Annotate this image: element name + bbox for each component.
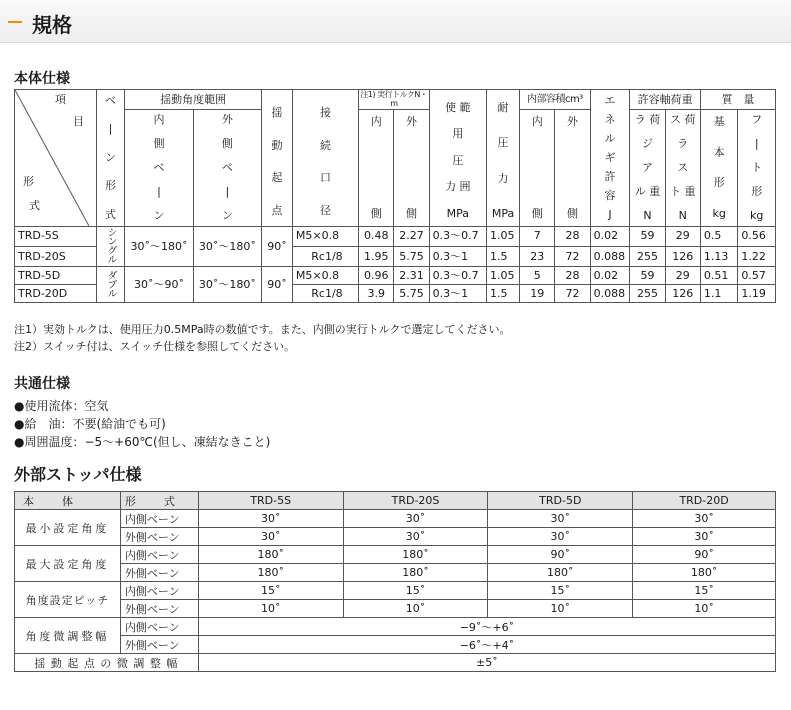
col-start-c0: 揺 [271, 106, 283, 119]
stopper-model-trd-20s: TRD-20S [343, 492, 488, 510]
angle-out-c2: ベ [221, 161, 233, 174]
pitch-out-val: 10˚ [343, 600, 488, 618]
col-vol-inner [520, 110, 555, 227]
col-angle-inner [125, 110, 193, 227]
torque-out-cell: 2.27 [394, 227, 429, 247]
torque-out-cell: 2.31 [394, 267, 429, 285]
radial-cell: 59 [630, 267, 665, 285]
min-in-val: 30˚ [633, 510, 776, 528]
start-point-double: 90˚ [262, 267, 293, 303]
section-header [0, 0, 791, 43]
col-vol-outer [555, 110, 590, 227]
radial-cell: 255 [630, 247, 665, 267]
pitch-label: 角度設定ピッチ [15, 582, 121, 618]
common-spec-fluid: ●使用流体：空気 [14, 399, 109, 413]
angle-out-double: 30˚〜180˚ [193, 267, 261, 303]
mass-foot-cell: 1.19 [738, 285, 776, 303]
col-angle-outer [193, 110, 261, 227]
sub-inner-vane: 内側ベーン [120, 618, 198, 636]
col-port-size [292, 90, 358, 227]
port-cell: Rc1/8 [292, 285, 358, 303]
mass-foot-c1: | [754, 137, 759, 151]
col-proof-c3: MPa [491, 206, 515, 220]
angle-in-double: 30˚〜90˚ [125, 267, 193, 303]
col-torque-inner [359, 110, 394, 227]
note-1: 注1）実効トルクは、使用圧力0.5MPa時の数値です。また、内側の実行トルクで選定してください。 [14, 323, 511, 336]
corner-label-shiki: 式 [29, 199, 40, 212]
proof-pressure-cell: 1.5 [486, 285, 519, 303]
body-spec-heading: 本体仕様 [14, 71, 70, 87]
torque-out-c0: 外 [406, 115, 417, 129]
mass-basic-c1: 本 [713, 145, 725, 159]
table-row [15, 267, 776, 285]
mass-basic-c0: 基 [713, 115, 725, 129]
col-angle-range: 揺動角度範囲 [125, 90, 262, 110]
torque-out-c1: 側 [406, 206, 417, 220]
sub-inner-vane: 内側ベーン [120, 582, 198, 600]
vol-out-cell: 28 [555, 227, 590, 247]
mass-basic-cell: 1.13 [700, 247, 737, 267]
col-energy-c2: ル [604, 131, 616, 145]
vol-out-c0: 外 [566, 115, 578, 129]
table-row [15, 227, 776, 247]
col-mass: 質 量 [700, 90, 775, 110]
port-cell: Rc1/8 [292, 247, 358, 267]
start-fine-label: 揺 動 起 点 の 微 調 整 幅 [15, 654, 199, 672]
radial-c1: ジ [641, 137, 653, 151]
stopper-head-form: 形 式 [120, 492, 198, 510]
col-vane-c3: 形 [104, 179, 116, 193]
thrust-cell: 29 [665, 227, 700, 247]
energy-cell: 0.088 [590, 285, 630, 303]
col-thrust-load [665, 110, 700, 227]
vol-in-cell: 23 [520, 247, 555, 267]
col-start-c2: 起 [271, 171, 283, 185]
model-cell: TRD-5D [15, 267, 97, 285]
table-row [15, 600, 776, 618]
fine-adjust-label: 角度微調整幅 [15, 618, 121, 654]
mass-basic-cell: 0.51 [700, 267, 737, 285]
mass-foot-c3: 形 [751, 184, 763, 198]
model-cell: TRD-20D [15, 285, 97, 303]
max-out-val: 180˚ [633, 564, 776, 582]
pitch-in-val: 15˚ [343, 582, 488, 600]
thrust-cell: 126 [665, 247, 700, 267]
col-torque-outer [394, 110, 429, 227]
vol-in-cell: 5 [520, 267, 555, 285]
angle-out-c0: 外 [221, 113, 233, 127]
col-vane-c1: | [108, 122, 113, 136]
common-spec-temperature: ●周囲温度：−5〜+60℃(但し、凍結なきこと) [14, 435, 271, 449]
col-proof-c2: 力 [497, 171, 509, 185]
stopper-head-body: 本 体 [15, 492, 121, 510]
max-in-val: 90˚ [633, 546, 776, 564]
proof-pressure-cell: 1.05 [486, 267, 519, 285]
table-row [15, 546, 776, 564]
col-proof-pressure [486, 90, 519, 227]
max-in-val: 90˚ [488, 546, 633, 564]
mass-basic-c3: kg [712, 206, 726, 220]
angle-out-c3: | [225, 184, 230, 198]
proof-pressure-cell: 1.05 [486, 227, 519, 247]
vol-out-cell: 72 [555, 285, 590, 303]
vane-double-text: ダブル [104, 269, 116, 297]
table-row [15, 528, 776, 546]
pressure-range-cell: 0.3〜1 [429, 247, 486, 267]
radial-c2: ア [641, 161, 653, 174]
angle-in-c2: ベ [153, 161, 165, 174]
max-in-val: 180˚ [343, 546, 488, 564]
col-energy-c6: J [608, 207, 612, 221]
thrust-c0: ス 荷 [670, 113, 696, 127]
col-start-c1: 動 [271, 138, 283, 152]
pressure-range-cell: 0.3〜0.7 [429, 267, 486, 285]
mass-basic-cell: 1.1 [700, 285, 737, 303]
vane-double-cell [96, 267, 125, 303]
stopper-spec-heading: 外部ストッパ仕様 [14, 465, 142, 484]
col-energy-c0: エ [604, 94, 616, 107]
model-cell: TRD-20S [15, 247, 97, 267]
min-angle-label: 最小設定角度 [15, 510, 121, 546]
mass-basic-c2: 形 [713, 176, 725, 190]
mass-basic-cell: 0.5 [700, 227, 737, 247]
mass-foot-cell: 1.22 [738, 247, 776, 267]
col-energy-c3: ギ [604, 150, 616, 164]
start-fine-val: ±5˚ [198, 654, 775, 672]
col-radial-load [630, 110, 665, 227]
max-angle-label: 最大設定角度 [15, 546, 121, 582]
col-port-c0: 接 [319, 106, 331, 119]
col-press-c0: 使 範 [445, 101, 471, 114]
min-out-val: 30˚ [633, 528, 776, 546]
vol-out-c1: 側 [566, 206, 578, 220]
stopper-model-trd-5d: TRD-5D [488, 492, 633, 510]
col-press-c2: 圧 [452, 153, 464, 167]
vol-in-c0: 内 [531, 115, 543, 129]
energy-cell: 0.02 [590, 227, 630, 247]
radial-c3: ル 重 [634, 184, 661, 198]
mass-foot-c0: フ [751, 113, 763, 127]
sub-inner-vane: 内側ベーン [120, 510, 198, 528]
thrust-c2: ス [677, 161, 689, 174]
thrust-c4: N [678, 208, 687, 222]
note-2: 注2）スイッチ付は、スイッチ仕様を参照してください。 [14, 340, 296, 353]
radial-c0: ラ 荷 [634, 113, 661, 127]
stopper-spec-table [14, 491, 776, 672]
vol-out-cell: 28 [555, 267, 590, 285]
col-press-c3: 力 囲 [445, 180, 471, 194]
col-port-c3: 径 [319, 203, 331, 217]
corner-label-eye: 目 [73, 115, 84, 128]
angle-in-single: 30˚〜180˚ [125, 227, 193, 267]
mass-foot-c4: kg [750, 208, 764, 222]
vol-out-cell: 72 [555, 247, 590, 267]
vol-in-c1: 側 [531, 206, 543, 220]
stopper-model-trd-20d: TRD-20D [633, 492, 776, 510]
col-mass-basic [700, 110, 737, 227]
col-pressure-range [429, 90, 486, 227]
min-out-val: 30˚ [343, 528, 488, 546]
pitch-out-val: 10˚ [633, 600, 776, 618]
angle-in-c1: 側 [153, 137, 165, 151]
col-press-c1: 用 [452, 127, 464, 141]
proof-pressure-cell: 1.5 [486, 247, 519, 267]
torque-out-cell: 5.75 [394, 247, 429, 267]
common-spec-heading: 共通仕様 [14, 376, 70, 392]
pitch-out-val: 10˚ [198, 600, 343, 618]
mass-foot-cell: 0.57 [738, 267, 776, 285]
col-energy-c4: 許 [604, 169, 616, 183]
energy-cell: 0.02 [590, 267, 630, 285]
corner-label-form: 形 [23, 175, 34, 188]
mass-foot-cell: 0.56 [738, 227, 776, 247]
port-cell: M5×0.8 [292, 267, 358, 285]
pitch-out-val: 10˚ [488, 600, 633, 618]
col-vane-type [96, 90, 125, 227]
col-proof-c0: 耐 [497, 101, 509, 114]
body-spec-table [14, 89, 776, 303]
min-in-val: 30˚ [343, 510, 488, 528]
vane-single-text: シングル [104, 227, 116, 263]
min-out-val: 30˚ [198, 528, 343, 546]
thrust-cell: 126 [665, 285, 700, 303]
col-press-c4: MPa [446, 206, 469, 220]
col-vane-c0: ベ [104, 94, 116, 107]
start-point-single: 90˚ [262, 227, 293, 267]
table-row [15, 654, 776, 672]
torque-in-cell: 0.96 [359, 267, 394, 285]
col-mass-foot [738, 110, 776, 227]
pitch-in-val: 15˚ [198, 582, 343, 600]
common-spec-lubrication: ●給 油：不要(給油でも可) [14, 417, 166, 431]
pressure-range-cell: 0.3〜1 [429, 285, 486, 303]
min-in-val: 30˚ [488, 510, 633, 528]
max-out-val: 180˚ [488, 564, 633, 582]
thrust-cell: 29 [665, 267, 700, 285]
col-proof-c1: 圧 [497, 136, 509, 150]
pressure-range-cell: 0.3〜0.7 [429, 227, 486, 247]
diagonal-line [15, 90, 89, 226]
pitch-in-val: 15˚ [633, 582, 776, 600]
sub-inner-vane: 内側ベーン [120, 546, 198, 564]
thrust-c1: ラ [677, 137, 689, 151]
pitch-in-val: 15˚ [488, 582, 633, 600]
energy-cell: 0.088 [590, 247, 630, 267]
min-in-val: 30˚ [198, 510, 343, 528]
stopper-header-row [15, 492, 776, 510]
col-vane-c4: 式 [104, 207, 116, 221]
torque-out-cell: 5.75 [394, 285, 429, 303]
torque-in-c1: 側 [370, 206, 382, 220]
radial-cell: 255 [630, 285, 665, 303]
angle-out-single: 30˚〜180˚ [193, 227, 261, 267]
torque-in-c0: 内 [370, 115, 382, 129]
col-start-c3: 点 [271, 203, 283, 217]
col-port-c2: 口 [319, 171, 331, 185]
col-energy-c5: 容 [604, 188, 616, 202]
stopper-model-trd-5s: TRD-5S [198, 492, 343, 510]
fine-out-val: −6˚〜+4˚ [198, 636, 775, 654]
torque-in-cell: 3.9 [359, 285, 394, 303]
corner-cell [15, 90, 97, 227]
radial-c4: N [643, 208, 652, 222]
page-title: 規格 [32, 13, 72, 37]
port-cell: M5×0.8 [292, 227, 358, 247]
table-row [15, 510, 776, 528]
col-vane-c2: ン [104, 150, 116, 164]
sub-outer-vane: 外側ベーン [120, 636, 198, 654]
table-row [15, 618, 776, 636]
mass-foot-c2: ト [751, 161, 763, 174]
angle-out-c4: ン [221, 208, 233, 222]
angle-in-c3: | [157, 184, 161, 198]
table-row [15, 582, 776, 600]
col-port-c1: 続 [319, 138, 331, 152]
header-accent-bar [8, 21, 22, 23]
sub-outer-vane: 外側ベーン [120, 564, 198, 582]
col-volume: 内部容積cm³ [520, 90, 591, 110]
max-out-val: 180˚ [343, 564, 488, 582]
table-row [15, 636, 776, 654]
col-energy [590, 90, 630, 227]
col-start-point [262, 90, 293, 227]
angle-in-c0: 内 [153, 113, 165, 127]
angle-in-c4: ン [153, 208, 165, 222]
sub-outer-vane: 外側ベーン [120, 600, 198, 618]
max-in-val: 180˚ [198, 546, 343, 564]
fine-in-val: −9˚〜+6˚ [198, 618, 775, 636]
max-out-val: 180˚ [198, 564, 343, 582]
col-energy-c1: ネ [604, 112, 616, 126]
angle-out-c1: 側 [221, 137, 233, 151]
radial-cell: 59 [630, 227, 665, 247]
model-cell: TRD-5S [15, 227, 97, 247]
thrust-c3: ト 重 [670, 184, 696, 198]
col-torque: 注1) 実行トルクN・m [359, 90, 430, 110]
min-out-val: 30˚ [488, 528, 633, 546]
vol-in-cell: 7 [520, 227, 555, 247]
torque-in-cell: 1.95 [359, 247, 394, 267]
col-axial-load: 許容軸荷重 [630, 90, 701, 110]
corner-label-item: 項 [55, 93, 66, 106]
vol-in-cell: 19 [520, 285, 555, 303]
table-row [15, 564, 776, 582]
sub-outer-vane: 外側ベーン [120, 528, 198, 546]
torque-in-cell: 0.48 [359, 227, 394, 247]
vane-single-cell [96, 227, 125, 267]
